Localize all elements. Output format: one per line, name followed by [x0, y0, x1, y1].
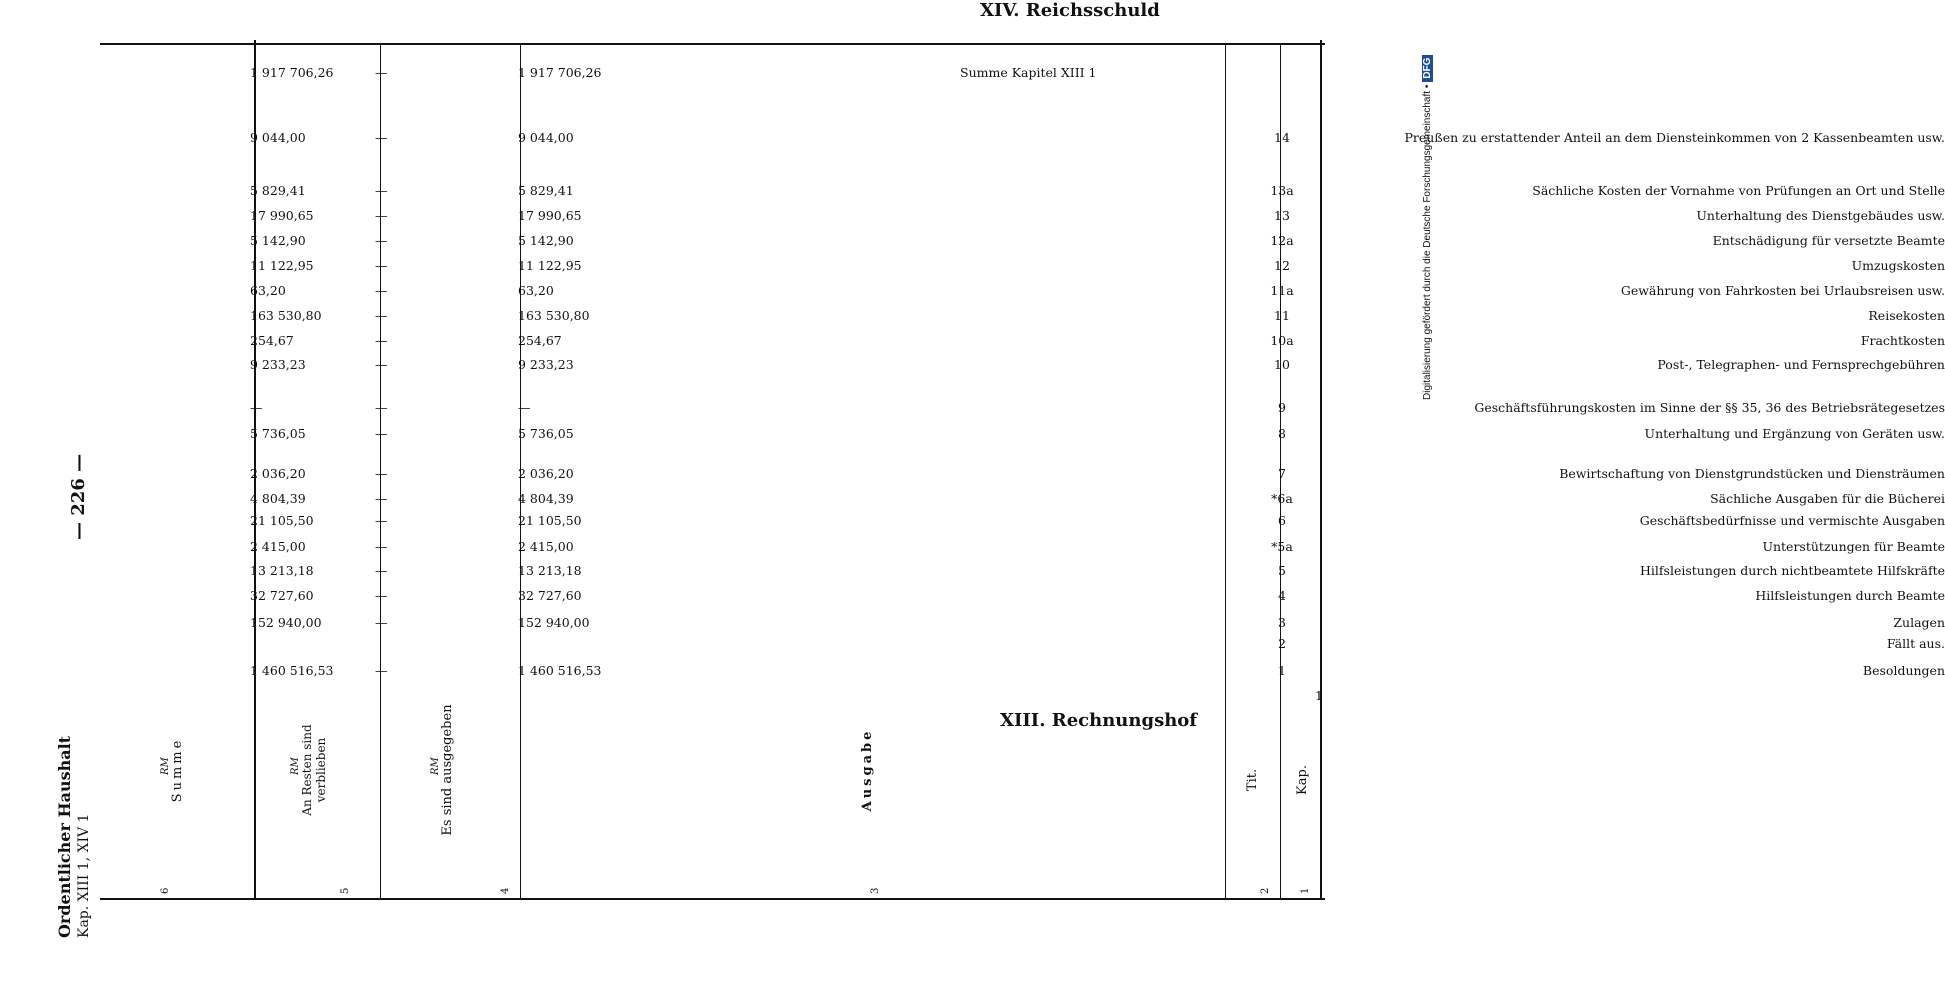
- funding-note: [1422, 55, 1433, 400]
- colnum-6: 6: [160, 887, 171, 894]
- col-kap-header: Kap.: [1295, 765, 1310, 795]
- tit-cell: 12: [1274, 258, 1290, 273]
- sum-cell: 63,20: [250, 283, 286, 298]
- page-number: — 226 —: [68, 453, 89, 540]
- description-cell: Sächliche Ausgaben für die Bücherei: [1710, 491, 1945, 506]
- tit-cell: 13: [1274, 208, 1290, 223]
- tit-cell: 10: [1274, 357, 1290, 372]
- table-right-rule: [100, 43, 1325, 45]
- sum-cell: 9 233,23: [250, 357, 306, 372]
- spent-cell: 1 460 516,53: [518, 663, 602, 678]
- tit-cell: *5a: [1271, 539, 1293, 554]
- section-title: XIV. Reichsschuld: [980, 0, 1160, 21]
- sum-cell: 4 804,39: [250, 491, 306, 506]
- sum-label: Summe Kapitel XIII 1: [960, 65, 1097, 80]
- spent-cell: 152 940,00: [518, 615, 590, 630]
- spent-cell: 254,67: [518, 333, 562, 348]
- sum-cell: 11 122,95: [250, 258, 314, 273]
- spent-cell: 4 804,39: [518, 491, 574, 506]
- description-cell: Hilfsleistungen durch nichtbeamtete Hilfskräfte: [1640, 563, 1945, 578]
- spent-cell: 9 044,00: [518, 130, 574, 145]
- spent-cell: 63,20: [518, 283, 554, 298]
- document-title: Ordentlicher Haushalt: [55, 735, 74, 938]
- sum-cell: —: [250, 400, 263, 415]
- colnum-1: 1: [1300, 887, 1311, 894]
- sum-cell: 1 460 516,53: [250, 663, 334, 678]
- spent-cell: 2 036,20: [518, 466, 574, 481]
- description-cell: Besoldungen: [1862, 663, 1945, 678]
- spent-cell: 11 122,95: [518, 258, 582, 273]
- description-cell: Frachtkosten: [1860, 333, 1945, 348]
- tit-cell: 3: [1278, 615, 1286, 630]
- description-cell: Preußen zu erstattender Anteil an dem Diensteinkommen von 2 Kassenbeamten usw.: [1404, 130, 1945, 145]
- description-cell: Gewährung von Fahrkosten bei Urlaubsreisen usw.: [1620, 283, 1945, 298]
- remaining-cell: —: [375, 233, 388, 248]
- dfg-logo: DFG: [1422, 55, 1433, 82]
- tit-cell: 8: [1278, 426, 1286, 441]
- remaining-cell: —: [375, 130, 388, 145]
- sum-cell: 2 415,00: [250, 539, 306, 554]
- colnum-2: 2: [1260, 887, 1271, 894]
- spent-cell: 5 829,41: [518, 183, 574, 198]
- remaining-cell: —: [375, 615, 388, 630]
- table-left-rule: [100, 898, 1325, 900]
- description-cell: Entschädigung für versetzte Beamte: [1712, 233, 1945, 248]
- sum-cell: 152 940,00: [250, 615, 322, 630]
- remaining-cell: —: [375, 588, 388, 603]
- spent-cell: 13 213,18: [518, 563, 582, 578]
- sum-total: 1 917 706,26: [250, 65, 334, 80]
- col-ausgegeben-header: Es sind ausgegeben: [440, 704, 455, 836]
- remaining-cell: —: [375, 466, 388, 481]
- spent-cell: 5 142,90: [518, 233, 574, 248]
- col-ausgabe-header: Ausgabe: [860, 728, 875, 812]
- sum-cell: 13 213,18: [250, 563, 314, 578]
- remaining-cell: —: [375, 183, 388, 198]
- spent-cell: 163 530,80: [518, 308, 590, 323]
- colnum-5: 5: [340, 887, 351, 894]
- sum-remaining: —: [375, 65, 388, 80]
- unit-c5: RM: [290, 757, 301, 775]
- description-cell: Unterstützungen für Beamte: [1762, 539, 1945, 554]
- sum-cell: 254,67: [250, 333, 294, 348]
- tit-cell: 10a: [1270, 333, 1294, 348]
- remaining-cell: —: [375, 513, 388, 528]
- description-cell: Post-, Telegraphen- und Fernsprechgebühren: [1657, 357, 1945, 372]
- colnum-3: 3: [870, 887, 881, 894]
- remaining-cell: —: [375, 258, 388, 273]
- sum-cell: 2 036,20: [250, 466, 306, 481]
- spent-cell: 9 233,23: [518, 357, 574, 372]
- remaining-cell: —: [375, 539, 388, 554]
- col-summe-header: Summe: [170, 737, 185, 803]
- tit-cell: 9: [1278, 400, 1286, 415]
- tit-cell: 5: [1278, 563, 1286, 578]
- tit-cell: 4: [1278, 588, 1286, 603]
- description-cell: Fällt aus.: [1886, 636, 1945, 651]
- description-cell: Reisekosten: [1868, 308, 1945, 323]
- remaining-cell: —: [375, 308, 388, 323]
- description-cell: Bewirtschaftung von Dienstgrundstücken und Diensträumen: [1559, 466, 1945, 481]
- description-cell: Zulagen: [1893, 615, 1945, 630]
- tit-cell: 2: [1278, 636, 1286, 651]
- sum-cell: 163 530,80: [250, 308, 322, 323]
- tit-cell: 11: [1274, 308, 1290, 323]
- funding-text: Digitalisierung gefördert durch die Deutsche Forschungsgemeinschaft •: [1422, 84, 1433, 400]
- description-cell: Unterhaltung und Ergänzung von Geräten usw.: [1644, 426, 1945, 441]
- sum-cell: 9 044,00: [250, 130, 306, 145]
- tit-cell: 11a: [1270, 283, 1294, 298]
- kap-cell: 1: [1315, 688, 1323, 703]
- remaining-cell: —: [375, 400, 388, 415]
- remaining-cell: —: [375, 208, 388, 223]
- sum-cell: 5 142,90: [250, 233, 306, 248]
- remaining-cell: —: [375, 563, 388, 578]
- spent-cell: 17 990,65: [518, 208, 582, 223]
- spent-cell: —: [518, 400, 531, 415]
- spent-cell: 32 727,60: [518, 588, 582, 603]
- unit-c4: RM: [430, 757, 441, 775]
- remaining-cell: —: [375, 426, 388, 441]
- remaining-cell: —: [375, 283, 388, 298]
- tit-cell: 14: [1274, 130, 1290, 145]
- spent-cell: 5 736,05: [518, 426, 574, 441]
- col-sep-2: [1225, 45, 1226, 900]
- document-subtitle: Kap. XIII 1, XIV 1: [76, 813, 92, 938]
- description-cell: Geschäftsbedürfnisse und vermischte Ausgaben: [1639, 513, 1945, 528]
- tit-cell: 13a: [1270, 183, 1294, 198]
- col-tit-header: Tit.: [1245, 768, 1260, 792]
- tit-cell: 6: [1278, 513, 1286, 528]
- col-reste-header: An Resten sind verblieben: [300, 724, 328, 816]
- remaining-cell: —: [375, 357, 388, 372]
- description-cell: Umzugskosten: [1851, 258, 1945, 273]
- spent-cell: 21 105,50: [518, 513, 582, 528]
- funding-sidebar: [1418, 10, 1438, 990]
- sum-cell: 5 736,05: [250, 426, 306, 441]
- remaining-cell: —: [375, 663, 388, 678]
- sum-cell: 21 105,50: [250, 513, 314, 528]
- colnum-4: 4: [500, 887, 511, 894]
- sum-cell: 17 990,65: [250, 208, 314, 223]
- description-cell: Geschäftsführungskosten im Sinne der §§ 35, 36 des Betriebsrätegesetzes: [1474, 400, 1945, 415]
- tit-cell: 7: [1278, 466, 1286, 481]
- remaining-cell: —: [375, 491, 388, 506]
- description-cell: Hilfsleistungen durch Beamte: [1755, 588, 1945, 603]
- tit-cell: 1: [1278, 663, 1286, 678]
- sum-spent: 1 917 706,26: [518, 65, 602, 80]
- tit-cell: 12a: [1270, 233, 1294, 248]
- section-title: XIII. Rechnungshof: [1000, 710, 1198, 731]
- sum-cell: 5 829,41: [250, 183, 306, 198]
- sum-cell: 32 727,60: [250, 588, 314, 603]
- remaining-cell: —: [375, 333, 388, 348]
- tit-cell: *6a: [1271, 491, 1293, 506]
- description-cell: Unterhaltung des Dienstgebäudes usw.: [1696, 208, 1945, 223]
- description-cell: Sächliche Kosten der Vornahme von Prüfungen an Ort und Stelle: [1532, 183, 1945, 198]
- spent-cell: 2 415,00: [518, 539, 574, 554]
- unit-c6: RM: [160, 757, 171, 775]
